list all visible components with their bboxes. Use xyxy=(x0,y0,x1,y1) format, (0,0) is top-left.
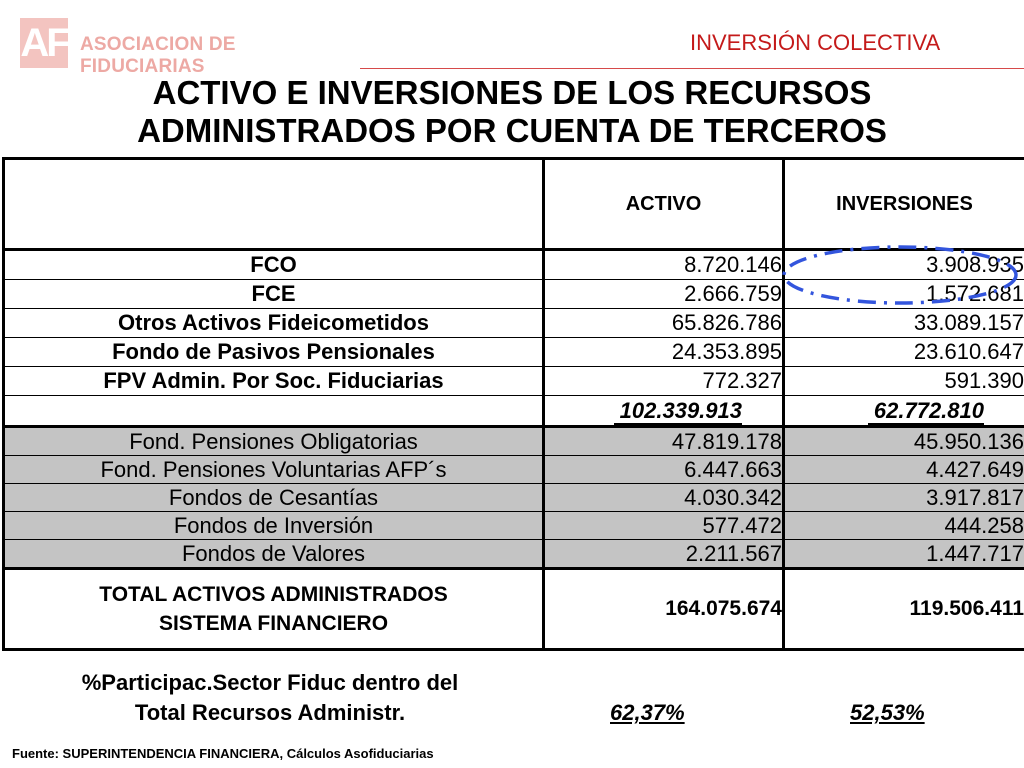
header-activo: ACTIVO xyxy=(544,159,784,250)
participation-activo: 62,37% xyxy=(610,700,685,725)
logo-name: ASOCIACION DE FIDUCIARIAS xyxy=(80,34,236,77)
row-label: Fond. Pensiones Voluntarias AFP´s xyxy=(4,456,544,484)
total-inversiones: 119.506.411 xyxy=(784,569,1024,650)
inversiones-value: 33.089.157 xyxy=(784,309,1024,338)
row-label: Fond. Pensiones Obligatorias xyxy=(4,427,544,456)
header-rule xyxy=(360,68,1024,69)
total-row xyxy=(4,569,1024,650)
activo-value: 772.327 xyxy=(544,367,784,396)
subtotal-activo xyxy=(544,396,784,427)
title-line-1: ACTIVO E INVERSIONES DE LOS RECURSOS xyxy=(152,74,872,111)
table-row xyxy=(4,456,1024,484)
table-row xyxy=(4,427,1024,456)
row-label: Fondos de Valores xyxy=(4,540,544,569)
row-label: Otros Activos Fideicometidos xyxy=(4,309,544,338)
logo-mark: AF xyxy=(20,18,68,68)
table-row xyxy=(4,309,1024,338)
table-row xyxy=(4,512,1024,540)
inversiones-value: 591.390 xyxy=(784,367,1024,396)
participation-line-2: Total Recursos Administr. xyxy=(134,700,406,725)
inversiones-value: 1.447.717 xyxy=(784,540,1024,569)
subtotal-activo-value: 102.339.913 xyxy=(614,398,742,425)
subtotal-row xyxy=(4,396,1024,427)
highlight-ellipse xyxy=(780,242,1020,308)
table-row xyxy=(4,338,1024,367)
activo-value: 8.720.146 xyxy=(544,250,784,280)
subtotal-inversiones-value: 62.772.810 xyxy=(868,398,984,425)
activo-value: 47.819.178 xyxy=(544,427,784,456)
total-label-line-1: TOTAL ACTIVOS ADMINISTRADOS xyxy=(99,583,448,606)
activo-value: 2.666.759 xyxy=(544,280,784,309)
inversiones-value: 3.917.817 xyxy=(784,484,1024,512)
inversiones-value: 3.908.935 xyxy=(784,250,1024,280)
highlight-ellipse-stroke xyxy=(784,247,1016,303)
subtotal-inversiones xyxy=(784,396,1024,427)
total-label-line-2: SISTEMA FINANCIERO xyxy=(158,612,389,635)
subtotal-blank-cell xyxy=(4,396,544,427)
title-line-2: ADMINISTRADOS POR CUENTA DE TERCEROS xyxy=(137,112,887,149)
inversiones-value: 444.258 xyxy=(784,512,1024,540)
activo-value: 65.826.786 xyxy=(544,309,784,338)
row-label: Fondo de Pasivos Pensionales xyxy=(4,338,544,367)
table-row xyxy=(4,540,1024,569)
table-row xyxy=(4,367,1024,396)
activo-value: 577.472 xyxy=(544,512,784,540)
activo-value: 2.211.567 xyxy=(544,540,784,569)
table-row xyxy=(4,484,1024,512)
participation-inversiones: 52,53% xyxy=(850,700,925,725)
row-label: FCO xyxy=(4,250,544,280)
participation-line-1: %Participac.Sector Fiduc dentro del xyxy=(81,670,459,695)
activo-value: 24.353.895 xyxy=(544,338,784,367)
activo-value: 6.447.663 xyxy=(544,456,784,484)
source-note: Fuente: SUPERINTENDENCIA FINANCIERA, Cálculos Asofiduciarias xyxy=(12,746,434,761)
header-blank-cell xyxy=(4,159,544,250)
inversiones-value: 45.950.136 xyxy=(784,427,1024,456)
total-label xyxy=(4,569,544,650)
participation-label xyxy=(0,668,540,728)
header-inversiones: INVERSIONES xyxy=(784,159,1024,250)
inversiones-value: 23.610.647 xyxy=(784,338,1024,367)
row-label: Fondos de Inversión xyxy=(4,512,544,540)
participation-section xyxy=(0,668,1024,738)
table-header-row xyxy=(4,159,1024,250)
data-table xyxy=(2,157,1024,651)
inversiones-value: 1.572.681 xyxy=(784,280,1024,309)
section-tag: INVERSIÓN COLECTIVA xyxy=(690,30,941,55)
inversiones-value: 4.427.649 xyxy=(784,456,1024,484)
row-label: FCE xyxy=(4,280,544,309)
row-label: Fondos de Cesantías xyxy=(4,484,544,512)
activo-value: 4.030.342 xyxy=(544,484,784,512)
page-title xyxy=(0,74,1024,150)
total-activo: 164.075.674 xyxy=(544,569,784,650)
row-label: FPV Admin. Por Soc. Fiduciarias xyxy=(4,367,544,396)
